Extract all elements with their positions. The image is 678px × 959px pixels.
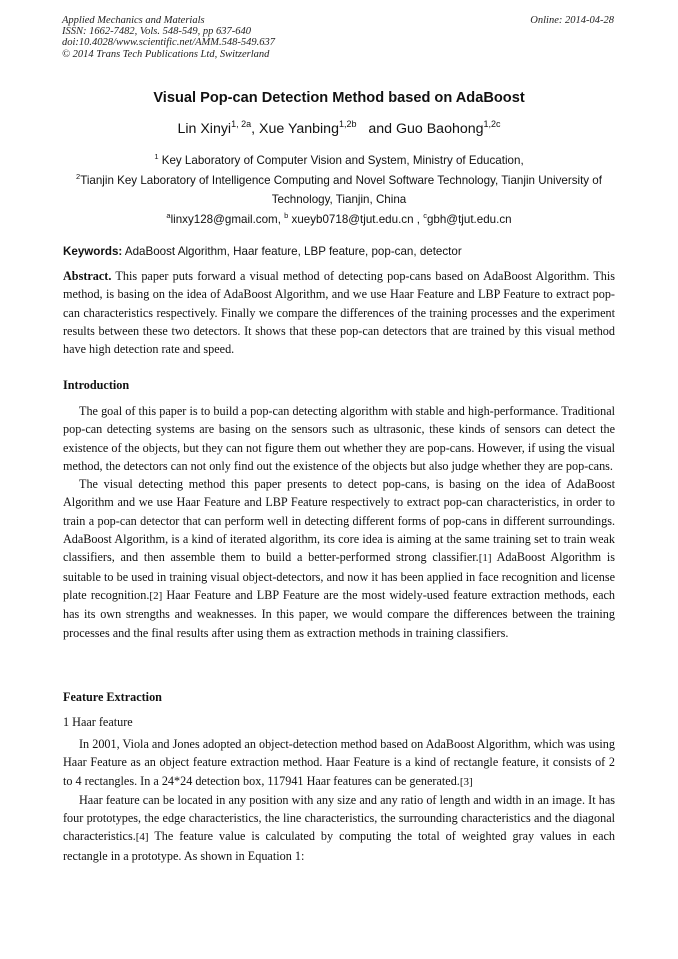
paragraph-text: In 2001, Viola and Jones adopted an object-detection method based on AdaBoost Algorithm, which was using Haar Feature as an object feature extraction method. Haar Feature is a kind of rectangle feature, it consists of 2 to 4 rectangles. In a 24*24 detection box, 117941 Haar features can be generated. [63, 737, 615, 788]
affiliation-mark: 2 [76, 171, 81, 181]
paragraph [63, 791, 615, 865]
abstract-text: This paper puts forward a visual method of detecting pop-cans based on AdaBoost Algorithm. This method, is basing on the idea of AdaBoost Algorithm, and we use Haar Feature and LBP Feature to extract pop-can characteristics respectively. Finally we compare the differences of the training processes and the experiment results between these two detectors. It shows that these pop-can detectors that are trained by this visual method have high detection rate and speed. [63, 269, 615, 357]
email-mark: a [166, 210, 171, 220]
journal-doi: doi:10.4028/www.scientific.net/AMM.548-549.637 [62, 37, 275, 49]
abstract [63, 267, 615, 358]
abstract-label: Abstract. [63, 269, 112, 283]
paragraph-text: Haar feature can be located in any position with any size and any ratio of length and width in an image. It has four prototypes, the edge characteristics, the line characteristics, the surrounding characteristics and the diagonal characteristics. [63, 792, 615, 844]
author-affiliation-mark: 1, 2a [231, 119, 252, 129]
email-address: gbh@tjut.edu.cn [426, 212, 512, 226]
affiliations [60, 151, 618, 229]
author-separator: and [356, 121, 396, 137]
email-mark: b [284, 210, 289, 220]
journal-name: Applied Mechanics and Materials [62, 15, 205, 26]
online-date: Online: 2014-04-28 [530, 15, 614, 26]
affiliation-text: Tianjin Key Laboratory of Intelligence Computing and Novel Software Technology, Tianjin University of Technology, Tianjin, China [80, 173, 602, 206]
paragraph: The goal of this paper is to build a pop-can detecting algorithm with stable and high-performance. Traditional pop-can detecting systems are basing on the sensors such as ultrasonic, these kinds of sensors can detect the existence of the objects, but they can not figure them out whether they are pop-cans. However, if using the visual method, the detectors can not only find out the existence of the objects but also judge whether they are pop-cans. [63, 404, 615, 473]
paragraph-text: The visual detecting method this paper presents to detect pop-cans, is basing on the idea of AdaBoost Algorithm and we use Haar Feature and LBP Feature respectively to extract pop-can characteristics, in order to train a pop-can detector that can perform well in detecting different forms of pop-cans in different surroundings. AdaBoost Algorithm, is a kind of iterated algorithm, its core idea is aiming at the same training set to train weak classifiers, and then assemble them to build a better-performed strong classifier. [63, 477, 615, 565]
email-address: linxy128@gmail.com, [170, 212, 285, 226]
author-affiliation-mark: 1,2c [483, 119, 501, 129]
haar-feature-subheading: 1 Haar feature [63, 715, 133, 729]
paragraph [63, 735, 615, 791]
affiliation-1 [60, 151, 618, 171]
paragraph-text: AdaBoost Algorithm is suitable to be used in training visual object-detectors, and now it has been applied in face recognition and license plate recognition. [63, 550, 616, 602]
introduction-body [63, 402, 615, 642]
affiliation-text: Key Laboratory of Computer Vision and System, Ministry of Education, [158, 154, 524, 167]
feature-extraction-heading: Feature Extraction [63, 690, 162, 704]
journal-issn: ISSN: 1662-7482, Vols. 548-549, pp 637-640 [62, 26, 251, 38]
keywords [63, 245, 462, 258]
citation: [4] [135, 831, 149, 844]
citation: [2] [149, 589, 163, 602]
paragraph-text: The feature value is calculated by computing the total of weighted gray values in each rectangle in a prototype. As shown in Equation 1: [63, 829, 615, 863]
email-line [60, 210, 618, 230]
affiliation-2 [60, 171, 618, 210]
author-name: Guo Baohong [395, 121, 484, 137]
author-list [0, 121, 678, 137]
keywords-label: Keywords: [63, 245, 123, 258]
email-address: xueyb0718@tjut.edu.cn , [288, 212, 424, 226]
email-mark: c [423, 210, 427, 220]
author-name: Xue Yanbing [259, 121, 339, 137]
paragraph [63, 475, 615, 642]
author-separator: , [251, 121, 260, 137]
journal-copyright: © 2014 Trans Tech Publications Ltd, Switzerland [62, 48, 270, 60]
journal-info [62, 15, 275, 60]
author-name: Lin Xinyi [177, 121, 232, 137]
citation: [1] [478, 552, 492, 565]
paper-title: Visual Pop-can Detection Method based on AdaBoost [153, 90, 525, 106]
paragraph-text: Haar Feature and LBP Feature are the most widely-used feature extraction methods, each has its own strengths and weaknesses. In this paper, we would compare the differences between the training processes and the final results after using them as extraction methods in training classifiers. [63, 587, 615, 640]
author-affiliation-mark: 1,2b [338, 119, 357, 129]
citation: [3] [459, 775, 473, 788]
feature-extraction-body [63, 735, 615, 865]
introduction-heading: Introduction [63, 378, 130, 392]
keywords-text: AdaBoost Algorithm, Haar feature, LBP feature, pop-can, detector [122, 245, 462, 258]
affiliation-mark: 1 [154, 152, 159, 161]
